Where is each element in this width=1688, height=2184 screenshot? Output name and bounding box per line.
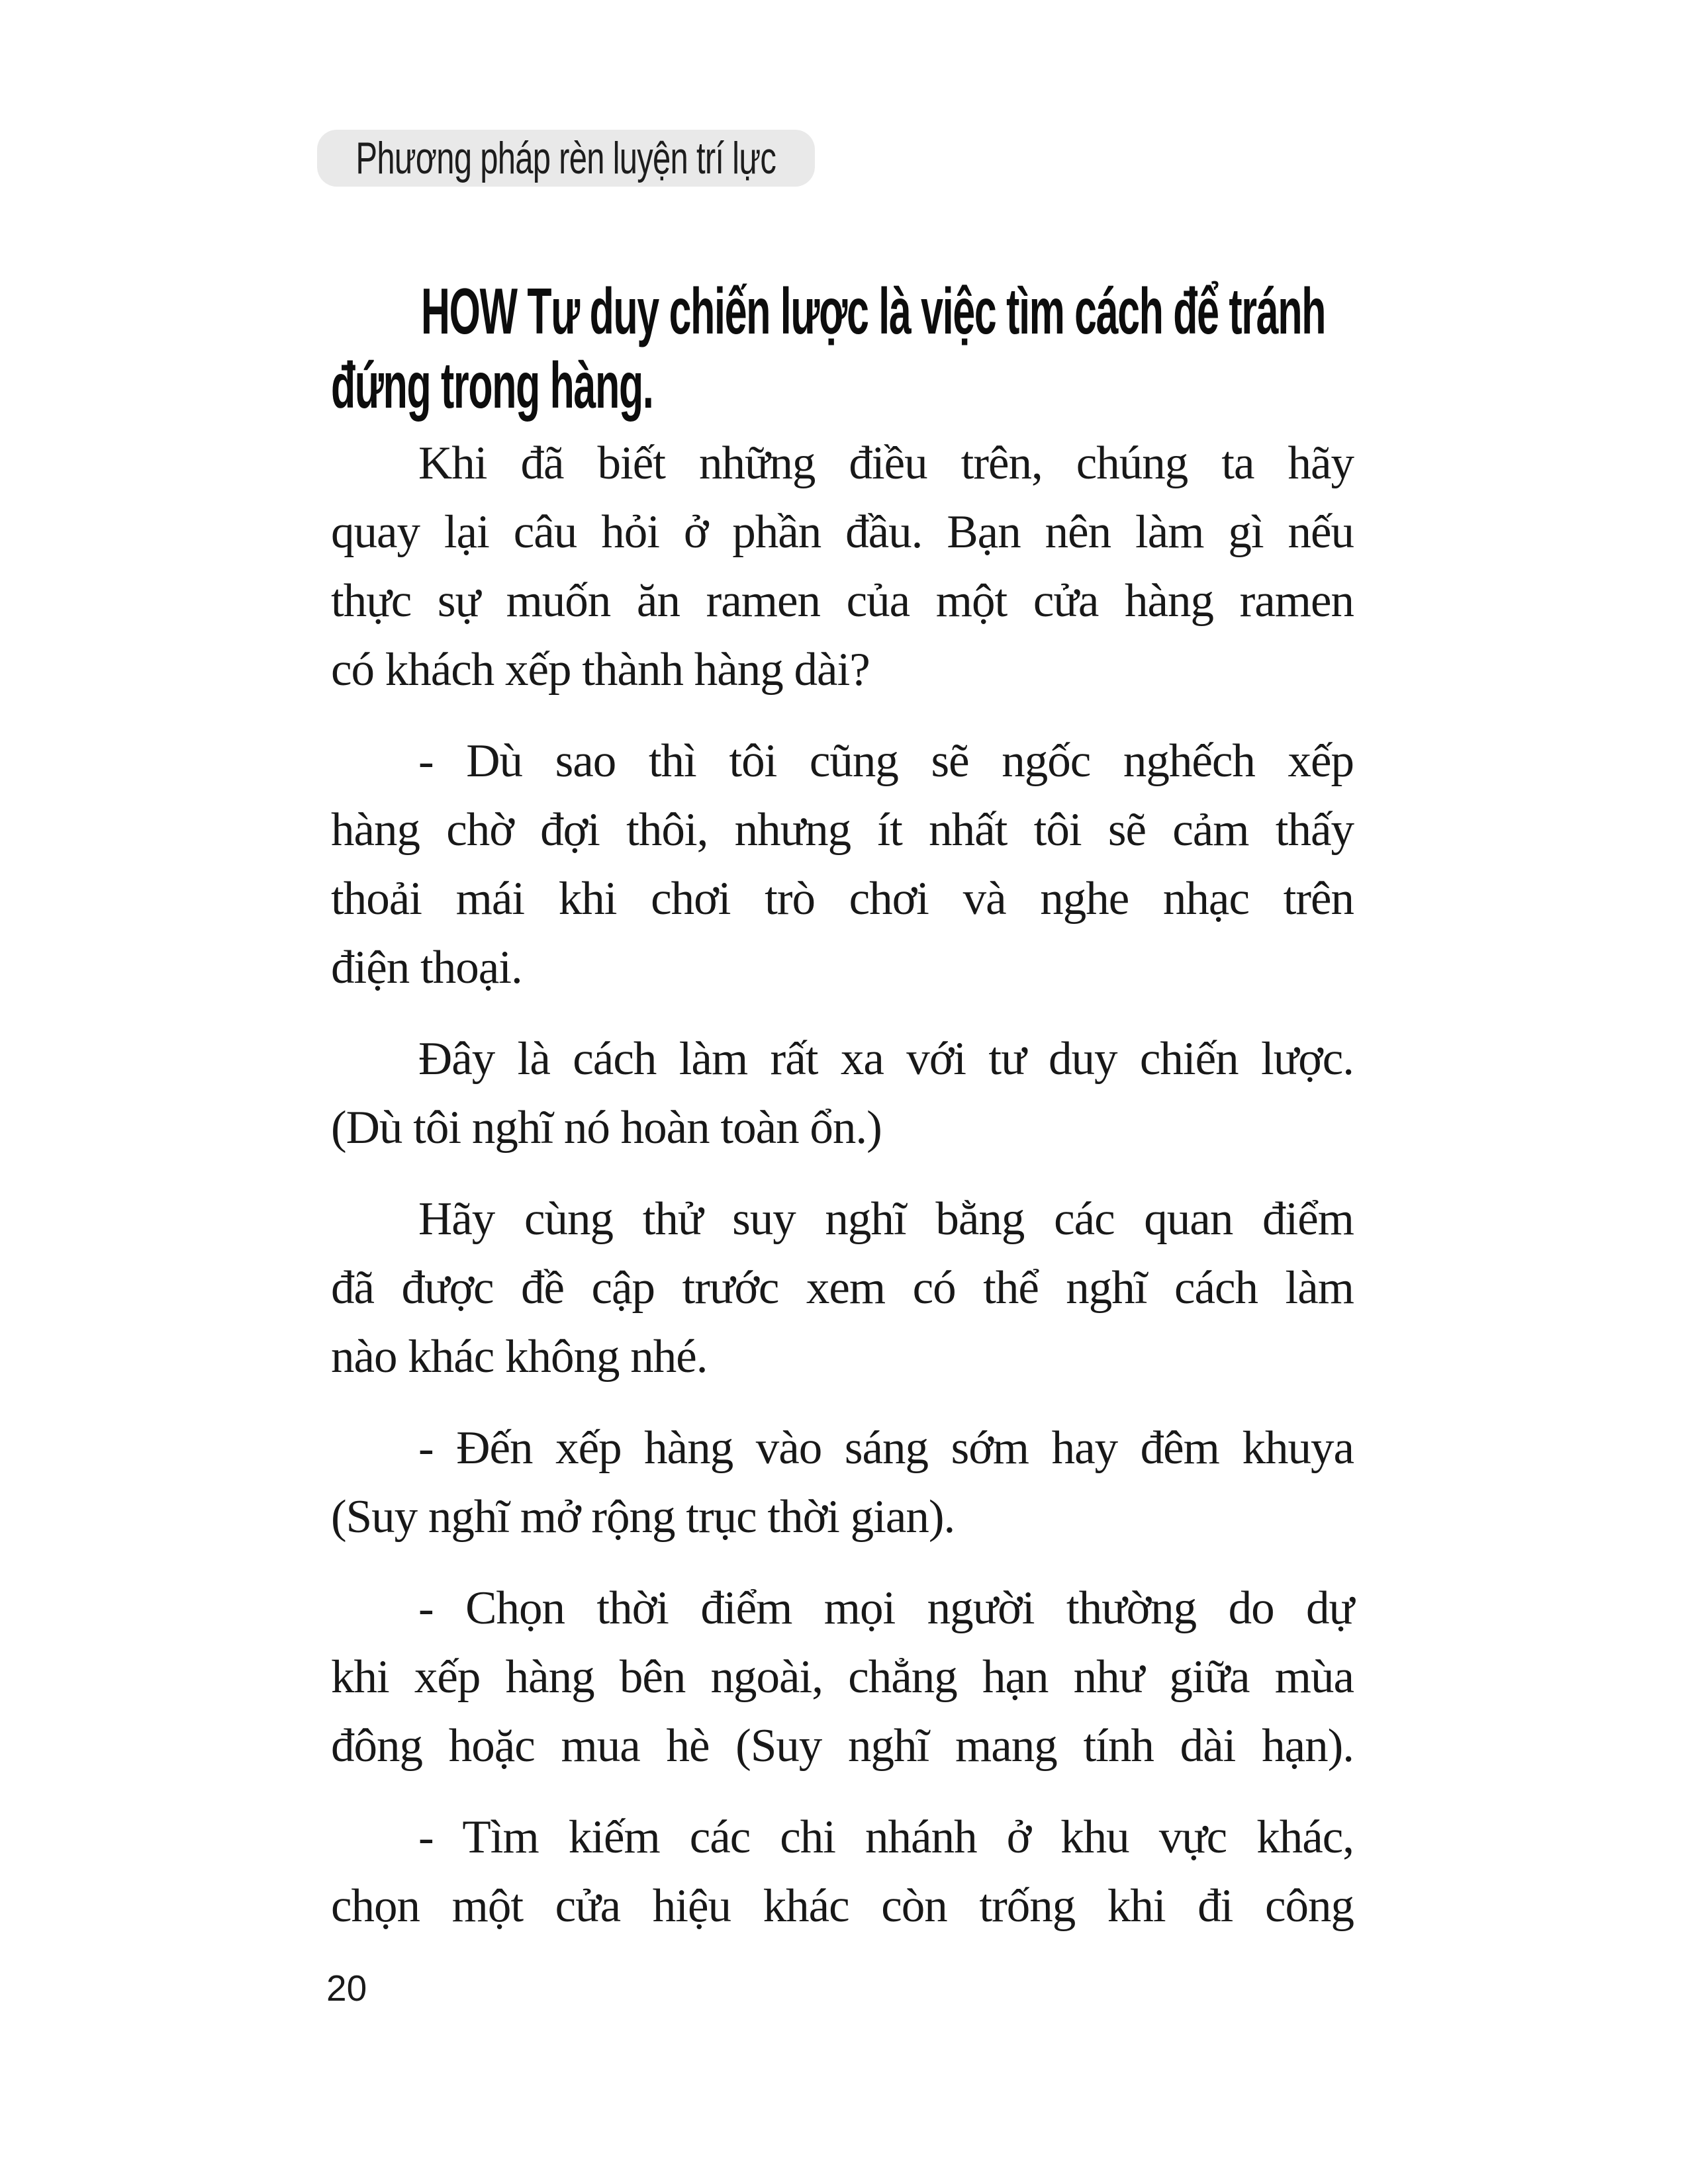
page-number: 20 xyxy=(326,1968,367,2009)
section-heading-text: HOW Tư duy chiến lược là việc tìm cách để tránh xyxy=(421,275,1326,347)
text-line: nào khác không nhé. xyxy=(331,1331,708,1383)
text-line: - Dù sao thì tôi cũng sẽ ngốc nghếch xếp xyxy=(418,735,1354,787)
text-line: (Suy nghĩ mở rộng trục thời gian). xyxy=(331,1491,955,1543)
section-heading-text: đứng trong hàng. xyxy=(331,349,653,422)
text-line: thoải mái khi chơi trò chơi và nghe nhạc trên xyxy=(331,873,1354,925)
section-heading-line xyxy=(331,348,1688,422)
text-line: đông hoặc mua hè (Suy nghĩ mang tính dài hạn). xyxy=(331,1720,1354,1772)
text-line: chọn một cửa hiệu khác còn trống khi đi công xyxy=(331,1880,1354,1932)
text-line: - Tìm kiếm các chi nhánh ở khu vực khác, xyxy=(418,1811,1354,1863)
paragraph xyxy=(331,1024,1354,1162)
running-header-label: Phương pháp rèn luyện trí lực xyxy=(355,133,776,183)
text-line: - Chọn thời điểm mọi người thường do dự xyxy=(418,1582,1354,1634)
paragraph xyxy=(331,429,1354,704)
text-line: đã được đề cập trước xem có thể nghĩ cách làm xyxy=(331,1262,1354,1314)
text-line: hàng chờ đợi thôi, nhưng ít nhất tôi sẽ cảm thấy xyxy=(331,804,1354,856)
text-line: Đây là cách làm rất xa với tư duy chiến lược. xyxy=(418,1033,1354,1085)
text-line: Hãy cùng thử suy nghĩ bằng các quan điểm xyxy=(418,1193,1354,1245)
text-line: điện thoại. xyxy=(331,942,522,993)
body-text xyxy=(331,429,1354,1940)
text-line: - Đến xếp hàng vào sáng sớm hay đêm khuya xyxy=(418,1422,1354,1474)
paragraph xyxy=(331,727,1354,1002)
section-heading xyxy=(331,274,1688,422)
text-line: khi xếp hàng bên ngoài, chẳng hạn như giữa mùa xyxy=(331,1651,1354,1703)
text-line: thực sự muốn ăn ramen của một cửa hàng ramen xyxy=(331,575,1354,627)
text-line: quay lại câu hỏi ở phần đầu. Bạn nên làm gì nếu xyxy=(331,506,1354,558)
section-heading-line xyxy=(331,274,1688,348)
running-header xyxy=(317,130,815,187)
text-line: Khi đã biết những điều trên, chúng ta hãy xyxy=(418,437,1354,489)
paragraph xyxy=(331,1414,1354,1551)
text-line: có khách xếp thành hàng dài? xyxy=(331,644,870,696)
paragraph xyxy=(331,1574,1354,1780)
text-line: (Dù tôi nghĩ nó hoàn toàn ổn.) xyxy=(331,1102,882,1154)
paragraph xyxy=(331,1803,1354,1940)
paragraph xyxy=(331,1185,1354,1391)
